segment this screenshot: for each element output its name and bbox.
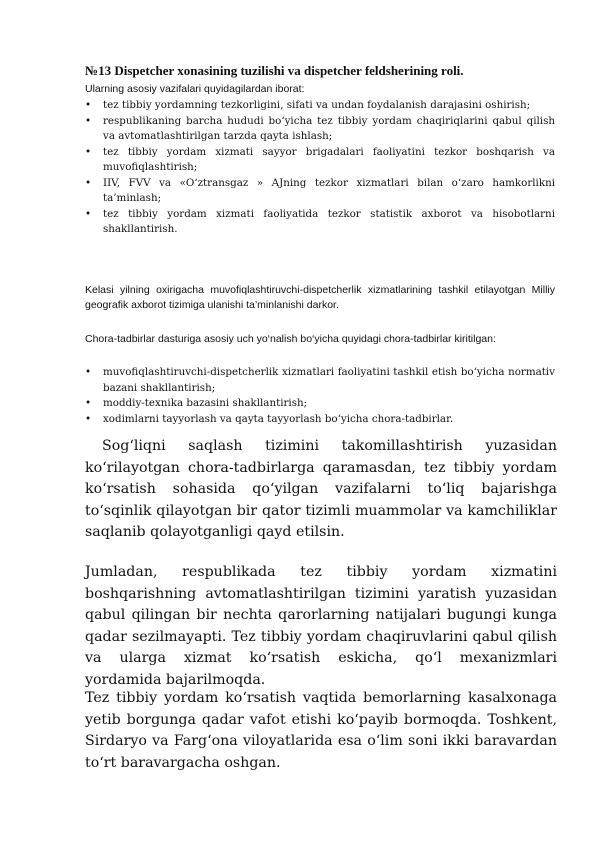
list-item: • IIV, FVV va «O‘ztransgaz » AJning tezkor xizmatlari bilan o‘zaro hamkorlikni ta’minlash; (85, 176, 555, 207)
paragraph-geoinfo: Kelasi yilning oxirigacha muvofiqlashtiruvchi-dispetcherlik xizmatlarining tashkil etilayotgan Milliy geografik axborot tizimiga ulanishi ta’minlanishi darkor. (85, 284, 555, 311)
list-item: • tez tibbiy yordamning tezkorligini, sifati va undan foydalanish darajasini oshirish; (85, 98, 555, 114)
list-item: • moddiy-texnika bazasini shakllantirish; (85, 396, 555, 412)
tasks-list (85, 98, 555, 238)
list-item: • muvofiqlashtiruvchi-dispetcherlik xizmatlari faoliyatini tashkil etish bo‘yicha normativ bazani shakllantirish; (85, 365, 555, 396)
measures-list (85, 365, 555, 427)
paragraph-measures-intro: Chora-tadbirlar dasturiga asosiy uch yo‘nalish bo‘yicha quyidagi chora-tadbirlar kiritilgan: (85, 333, 496, 345)
list-item: • tez tibbiy yordam xizmati sayyor brigadalari faoliyatini tezkor boshqarish va muvofiqlashtirish; (85, 145, 555, 176)
intro-line: Ularning asosiy vazifalari quyidagilardan iborat: (85, 83, 305, 95)
section-heading: №13 Dispetcher xonasining tuzilishi va dispetcher feldsherining roli. (85, 63, 464, 78)
list-item: • respublikaning barcha hududi bo‘yicha tez tibbiy yordam chaqiriqlarini qabul qilish va avtomatlashtirilgan tarzda qayta ishlash; (85, 114, 555, 145)
body-paragraph: Jumladan, respublikada tez tibbiy yordam xizmatini boshqarishning avtomatlashtirilgan tizimini yaratish yuzasidan qabul qilingan bir nechta qarorlarning natijalari bugungi kunga qadar sezilmayapti. Tez tibbiy yordam chaqiruvlarini qabul qilish va ularga xizmat ko‘rsatish eskicha, qo‘l mexanizmlari yordamida bajarilmoqda. (85, 564, 557, 688)
body-paragraph: Tez tibbiy yordam ko‘rsatish vaqtida bemorlarning kasalxonaga yetib borgunga qadar vafot etishi ko‘payib bormoqda. Toshkent, Sirdaryo va Farg‘ona viloyatlarida esa o‘lim soni ikki baravardan to‘rt baravargacha oshgan. (85, 690, 557, 771)
list-item: • xodimlarni tayyorlash va qayta tayyorlash bo‘yicha chora-tadbirlar. (85, 412, 555, 428)
list-item: • tez tibbiy yordam xizmati faoliyatida tezkor statistik axborot va hisobotlarni shakllantirish. (85, 207, 555, 238)
body-paragraph: Sog‘liqni saqlash tizimini takomillashtirish yuzasidan ko‘rilayotgan chora-tadbirlarga qaramasdan, tez tibbiy yordam ko‘rsatish sohasida qo‘yilgan vazifalarni to‘liq bajarishga to‘sqinlik qilayotgan bir qator tizimli muammolar va kamchiliklar saqlanib qolayotganligi qayd etilsin. (85, 438, 557, 540)
